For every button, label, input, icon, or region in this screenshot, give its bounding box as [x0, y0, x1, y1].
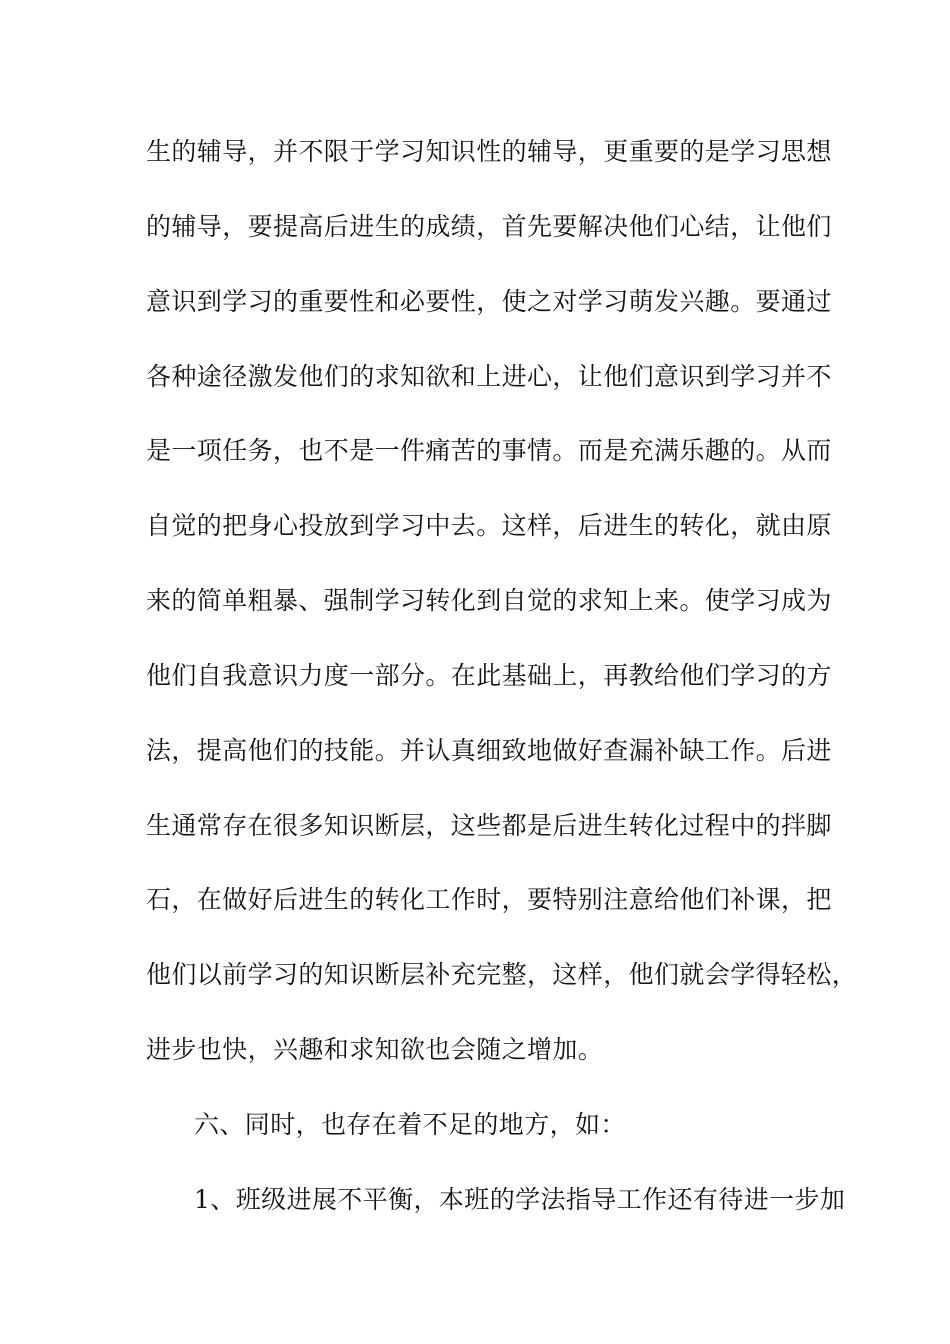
body-text-line: 他们以前学习的知识断层补充完整，这样，他们就会学得轻松， [146, 960, 858, 989]
body-text-line: 他们自我意识力度一部分。在此基础上，再教给他们学习的方 [146, 661, 832, 690]
body-text-line: 生的辅导，并不限于学习知识性的辅导，更重要的是学习思想 [146, 137, 832, 166]
body-text-line: 自觉的把身心投放到学习中去。这样，后进生的转化，就由原 [146, 511, 832, 540]
body-text-line: 生通常存在很多知识断层，这些都是后进生转化过程中的拌脚 [146, 811, 832, 840]
body-text-line: 的辅导，要提高后进生的成绩，首先要解决他们心结，让他们 [146, 212, 832, 241]
body-text-line: 法，提高他们的技能。并认真细致地做好查漏补缺工作。后进 [146, 736, 832, 765]
body-text-line: 意识到学习的重要性和必要性，使之对学习萌发兴趣。要通过 [146, 287, 832, 316]
body-text-line: 来的简单粗暴、强制学习转化到自觉的求知上来。使学习成为 [146, 586, 832, 615]
body-text-line: 各种途径激发他们的求知欲和上进心，让他们意识到学习并不 [146, 362, 832, 391]
body-text-line: 进步也快，兴趣和求知欲也会随之增加。 [146, 1035, 604, 1064]
body-text-line: 石，在做好后进生的转化工作时，要特别注意给他们补课，把 [146, 885, 832, 914]
body-text-line: 是一项任务，也不是一件痛苦的事情。而是充满乐趣的。从而 [146, 436, 832, 465]
list-item: 1、班级进展不平衡，本班的学法指导工作还有待进一步加 [194, 1185, 846, 1214]
section-heading: 六、同时，也存在着不足的地方，如： [194, 1110, 626, 1139]
